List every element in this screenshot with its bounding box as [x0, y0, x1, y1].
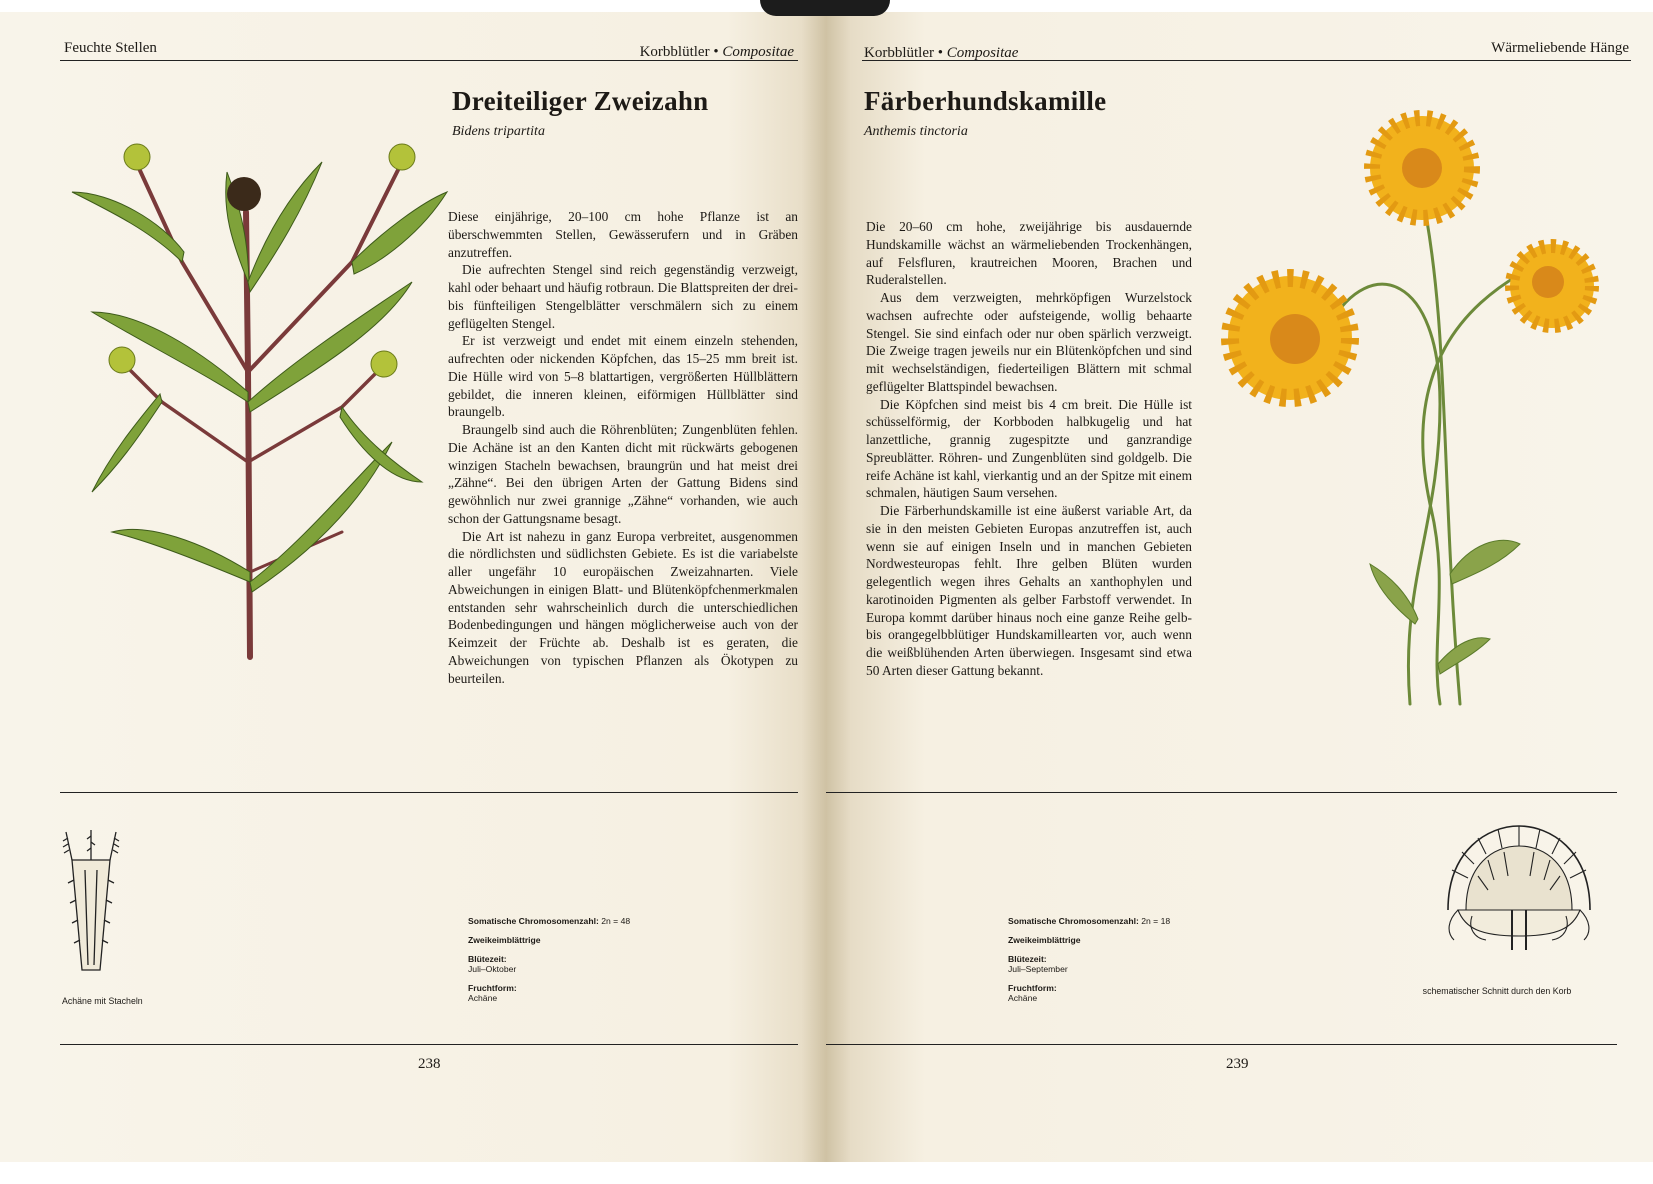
- leaf: [1370, 564, 1418, 624]
- chromosome-value: 2n = 18: [1141, 916, 1171, 926]
- species-description: [866, 218, 1192, 680]
- header-family-latin: Compositae: [946, 45, 1019, 61]
- fruit-info: [1008, 983, 1268, 1003]
- leaf: [1450, 540, 1520, 584]
- paragraph: Aus dem verzweigten, mehrköpfigen Wurzelstock wachsen aufrechte oder aufsteigende, wollig behaarte Stengel. Sie sind einfach oder nur oben spärlich verzweigt. Die Zweige tragen jeweils nur ein Blütenköpfchen und sind mit wechselständigen, fiederteiligen Blättern mit schmal geflügelter Blattspindel bewachsen.: [866, 290, 1192, 394]
- anthemis-illustration: [1200, 104, 1630, 724]
- achene-figure: [58, 830, 124, 978]
- header-family-latin: Compositae: [722, 44, 794, 60]
- stem: [1420, 184, 1460, 704]
- anthemis-flower: [1510, 244, 1594, 328]
- leaf: [1438, 638, 1490, 674]
- left-page: [0, 12, 826, 1162]
- header-rule: [862, 60, 1631, 61]
- species-facts: [1008, 916, 1268, 1012]
- plant-class: Zweikeimblättrige: [468, 935, 541, 945]
- chromosome-value: 2n = 48: [601, 916, 631, 926]
- flower-head: [389, 144, 415, 170]
- flower-head: [124, 144, 150, 170]
- header-section-left: Feuchte Stellen: [64, 40, 157, 56]
- bloom-value: Juli–September: [1008, 964, 1068, 974]
- paragraph: Die Färberhundskamille ist eine äußerst variable Art, da sie in den meisten Gebieten Europas anzutreffen ist, auch wenn sie auf einigen Inseln und in manchen Gebieten Nordwesteuropas fehlt. Ihre gelben Blüten wurden gelegentlich wegen ihres Gehalts an xanthophylen und karotinoiden Pigmenten als gelber Farbstoff verwendet. In Europa kommt darüber hinaus noch eine ganze Reihe gelb- bis orangegelbblütiger Hundskamillearten vor, auch wenn die weißblühenden Arten überwiegen. Insgesamt sind etwa 50 Arten dieser Gattung bekannt.: [866, 503, 1192, 678]
- flower-head: [109, 347, 135, 373]
- paragraph: Braungelb sind auch die Röhrenblüten; Zungenblüten fehlen. Die Achäne ist an den Kanten dicht mit rückwärts gebogenen winzigen Stacheln bewachsen, braungrün und hat meist drei „Zähne“. Bei den übrigen Arten der Gattung Bidens sind gewöhnlich nur zwei grannige „Zähne“ vorhanden, wie auch schon der Gattungsname besagt.: [448, 422, 798, 526]
- bloom-info: [468, 954, 728, 974]
- flower-head: [227, 177, 261, 211]
- anthemis-flower: [1370, 116, 1474, 220]
- paragraph: Die Art ist nahezu in ganz Europa verbreitet, ausgenommen die nördlichsten und südlichsten Gebiete. Es ist die variabelste aller ungefähr 10 europäischen Zweizahnarten. Viele Abweichungen in einigen Blatt- und Blütenköpfchenmerkmalen entstanden sehr wahrscheinlich durch die unterschiedlichen Bodenbedingungen und hängen möglicherweise auch von der Keimzeit der Früchte ab. Deshalb ist es geraten, die Abweichungen von typischen Pflanzen als Ökotypen zu beurteilen.: [448, 528, 798, 686]
- bloom-info: [1008, 954, 1268, 974]
- paragraph: Er ist verzweigt und endet mit einem einzeln stehenden, aufrechten oder nickenden Köpfchen, das 15–25 mm breit ist. Die Hülle wird von 5–8 blattartigen, vergrößerten Hüllblättern gebildet, die inneren kleinen, eiförmigen Hüllblätter sind braungelb.: [448, 333, 798, 420]
- header-family-name: Korbblütler: [864, 45, 934, 61]
- header-family-name: Korbblütler: [639, 44, 710, 60]
- capitulum-section-figure: [1438, 820, 1600, 954]
- leaf: [248, 162, 322, 292]
- species-latin-name: Anthemis tinctoria: [864, 124, 968, 139]
- fruit-info: [468, 983, 728, 1003]
- figure-caption: schematischer Schnitt durch den Korb: [1422, 986, 1572, 996]
- bloom-value: Juli–Oktober: [468, 964, 517, 974]
- figure-caption: Achäne mit Stacheln: [62, 996, 143, 1006]
- species-facts: [468, 916, 728, 1012]
- fruit-value: Achäne: [468, 993, 498, 1003]
- chromosome-label: Somatische Chromosomenzahl:: [468, 916, 599, 926]
- leaf: [250, 442, 392, 592]
- paragraph: Die Köpfchen sind meist bis 4 cm breit. Die Hülle ist schüsselförmig, der Korbboden halbkugelig und hat lanzettliche, grannig zugespitzte und ganzrandige Spreublätter. Röhren- und Zungenblüten sind goldgelb. Die reife Achäne ist kahl, vierkantig und an der Spitze mit einem schmalen, häutigen Saum versehen.: [866, 396, 1192, 501]
- species-latin-name: Bidens tripartita: [452, 124, 545, 139]
- fruit-value: Achäne: [1008, 993, 1038, 1003]
- species-title: Dreiteiliger Zweizahn: [452, 86, 709, 116]
- divider-rule: [60, 792, 798, 793]
- bloom-label: Blütezeit:: [1008, 954, 1047, 964]
- chromosome-label: Somatische Chromosomenzahl:: [1008, 916, 1139, 926]
- page-number: 238: [418, 1056, 441, 1072]
- paragraph: Die 20–60 cm hohe, zweijährige bis ausdauernde Hundskamille wächst an wärmeliebenden Trockenhängen, auf Felsfluren, krautreichen Mooren, Brachen und Ruderalstellen.: [866, 219, 1192, 288]
- anthemis-flower: [1228, 276, 1352, 400]
- book-spine: [760, 0, 890, 16]
- footer-rule: [60, 1044, 798, 1045]
- bloom-label: Blütezeit:: [468, 954, 507, 964]
- bidens-illustration: [52, 102, 452, 662]
- page-number: 239: [1226, 1056, 1249, 1072]
- header-family-left: [640, 44, 794, 61]
- divider-rule: [826, 792, 1617, 793]
- paragraph: Die aufrechten Stengel sind reich gegenständig verzweigt, kahl oder behaart und häufig rotbraun. Die Blattspreiten der drei- bis fünfteiligen Stengelblätter verschmälern sich zu einem geflügelten Stengel.: [448, 262, 798, 331]
- footer-rule: [826, 1044, 1617, 1045]
- chromosome-info: [1008, 916, 1268, 926]
- flower-head: [371, 351, 397, 377]
- fruit-label: Fruchtform:: [1008, 983, 1057, 993]
- species-title: Färberhundskamille: [864, 86, 1107, 116]
- right-page: [826, 12, 1653, 1162]
- plant-class: Zweikeimblättrige: [1008, 935, 1081, 945]
- chromosome-info: [468, 916, 728, 926]
- header-rule: [60, 60, 798, 61]
- header-separator: •: [937, 45, 943, 61]
- leaf: [340, 407, 422, 482]
- leaf: [92, 394, 162, 492]
- leaf: [112, 529, 250, 582]
- species-description: [448, 208, 798, 687]
- fruit-label: Fruchtform:: [468, 983, 517, 993]
- header-section-right: Wärmeliebende Hänge: [1491, 40, 1629, 56]
- paragraph: Diese einjährige, 20–100 cm hohe Pflanze ist an überschwemmten Stellen, Gewässerufern und in Gräben anzutreffen.: [448, 209, 798, 260]
- header-separator: •: [713, 44, 719, 60]
